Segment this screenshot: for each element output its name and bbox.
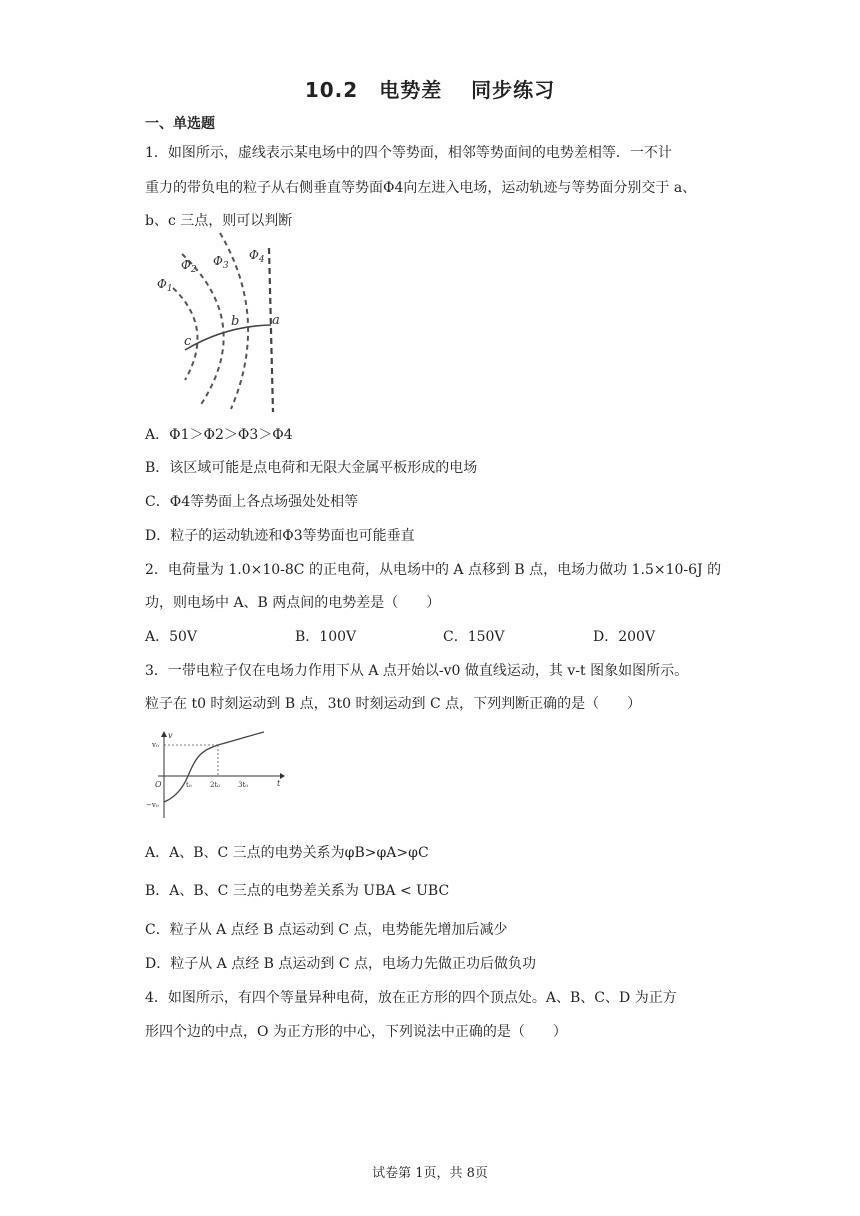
- q2-text-line1: 2．电荷量为 1.0×10-8C 的正电荷，从电场中的 A 点移到 B 点，电场力做功 1.5×10-6J 的: [145, 562, 722, 578]
- q1-text-line3: b、c 三点，则可以判断: [145, 213, 293, 229]
- graph-label-t: t: [277, 779, 281, 788]
- q4-text-line1: 4．如图所示，有四个等量异种电荷，放在正方形的四个顶点处。A、B、C、D 为正方: [145, 990, 677, 1006]
- q1-option-c: C．Φ4等势面上各点场强处处相等: [145, 494, 359, 510]
- graph-label-t0: t₀: [186, 781, 192, 789]
- q2-option-b: B．100V: [295, 629, 357, 645]
- q2-text-line2: 功，则电场中 A、B 两点间的电势差是（ ）: [145, 595, 441, 611]
- graph-label-origin: O: [155, 780, 162, 789]
- q3-text-line2: 粒子在 t0 时刻运动到 B 点，3t0 时刻运动到 C 点，下列判断正确的是（ ）: [145, 696, 642, 712]
- q3-vt-graph: [142, 728, 287, 823]
- q3-option-b: B．A、B、C 三点的电势差关系为 UBA < UBC: [145, 883, 450, 899]
- q2-option-a: A．50V: [145, 629, 198, 645]
- q4-text-line2: 形四个边的中点，O 为正方形的中心，下列说法中正确的是（ ）: [145, 1024, 567, 1040]
- label-phi1: $\Phi_1$: [157, 277, 173, 294]
- velocity-curve: [164, 732, 264, 802]
- page-footer: 试卷第 1页，共 8页: [372, 1166, 488, 1181]
- q1-option-d: D．粒子的运动轨迹和Φ3等势面也可能垂直: [145, 528, 415, 544]
- section-heading: 一、单选题: [145, 116, 215, 132]
- label-phi3: $\Phi_3$: [213, 254, 229, 271]
- q1-text-line2: 重力的带负电的粒子从右侧垂直等势面Φ4向左进入电场，运动轨迹与等势面分别交于 a、: [145, 180, 697, 196]
- graph-label-2t0: 2t₀: [210, 781, 221, 789]
- q1-equipotential-figure: [145, 228, 305, 413]
- label-b: b: [231, 314, 240, 329]
- q3-option-d: D．粒子从 A 点经 B 点运动到 C 点，电场力先做正功后做负功: [145, 956, 537, 972]
- graph-label-3t0: 3t₀: [238, 781, 249, 789]
- label-phi4: $\Phi_4$: [249, 248, 265, 265]
- q1-text-line1: 1．如图所示，虚线表示某电场中的四个等势面，相邻等势面间的电势差相等．一不计: [145, 145, 672, 161]
- q2-option-c: C．150V: [443, 629, 505, 645]
- page-title: 10.2 电势差 同步练习: [304, 78, 556, 102]
- equipotential-line-4: [269, 248, 273, 412]
- t-axis-arrow: [280, 773, 285, 779]
- graph-label-v: v: [168, 731, 173, 740]
- q1-option-b: B．该区域可能是点电荷和无限大金属平板形成的电场: [145, 460, 478, 476]
- q2-option-d: D．200V: [593, 629, 656, 645]
- v-axis-arrow: [161, 731, 167, 737]
- label-a: a: [272, 313, 280, 328]
- label-c: c: [184, 334, 192, 349]
- graph-label-neg-v0: −v₀: [146, 801, 159, 809]
- q3-option-c: C．粒子从 A 点经 B 点运动到 C 点，电势能先增加后减少: [145, 922, 508, 938]
- q3-text-line1: 3．一带电粒子仅在电场力作用下从 A 点开始以-v0 做直线运动，其 v-t 图象如图所示。: [145, 663, 689, 679]
- q3-option-a: A．A、B、C 三点的电势关系为φB>φA>φC: [145, 845, 429, 861]
- label-phi2: $\Phi_2$: [181, 258, 197, 275]
- graph-label-v0: v₀: [152, 741, 159, 749]
- q1-option-a: A．Φ1＞Φ2＞Φ3＞Φ4: [145, 427, 293, 443]
- equipotential-line-2: [182, 254, 224, 406]
